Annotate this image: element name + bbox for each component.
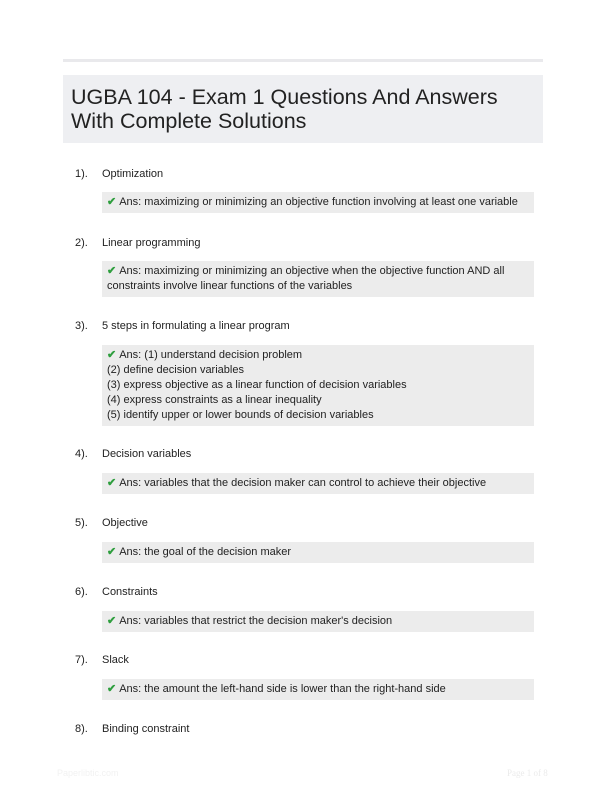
question-term: Constraints: [102, 586, 158, 598]
footer-site-watermark: Paperlibtic.com: [57, 768, 119, 778]
question-term: Slack: [102, 654, 129, 666]
answer-text: (3) express objective as a linear function of decision variables: [107, 379, 407, 391]
question-term: Linear programming: [102, 237, 201, 249]
answer-box: [102, 473, 534, 494]
question-term: 5 steps in formulating a linear program: [102, 320, 290, 332]
question-term: Binding constraint: [102, 723, 190, 735]
check-icon: ✔: [107, 477, 117, 489]
answer-text: Ans: variables that restrict the decision maker's decision: [119, 615, 393, 627]
answer-text: Ans: maximizing or minimizing an objective function involving at least one variable: [119, 196, 518, 208]
answer-text: Ans: the amount the left-hand side is lower than the right-hand side: [119, 683, 446, 695]
answer-text: (5) identify upper or lower bounds of decision variables: [107, 409, 374, 421]
question-number: 1).: [75, 168, 88, 180]
title-line-2: With Complete Solutions: [71, 109, 307, 133]
check-icon: ✔: [107, 196, 117, 208]
document-title: [71, 85, 535, 133]
question-number: 3).: [75, 320, 88, 332]
question-number: 4).: [75, 448, 88, 460]
question-number: 5).: [75, 517, 88, 529]
answer-box: [102, 192, 534, 213]
answer-box: [102, 345, 534, 426]
answer-box: [102, 542, 534, 563]
check-icon: ✔: [107, 683, 117, 695]
check-icon: ✔: [107, 546, 117, 558]
answer-text: Ans: maximizing or minimizing an objective when the objective function AND all: [119, 265, 505, 277]
question-number: 8).: [75, 723, 88, 735]
title-banner: [63, 75, 543, 143]
answer-text: (2) define decision variables: [107, 364, 244, 376]
answer-text: Ans: variables that the decision maker can control to achieve their objective: [119, 477, 487, 489]
check-icon: ✔: [107, 349, 117, 361]
answer-box: [102, 679, 534, 700]
answer-text: Ans: (1) understand decision problem: [119, 349, 303, 361]
page-number: Page 1 of 8: [507, 768, 548, 778]
question-number: 7).: [75, 654, 88, 666]
question-term: Decision variables: [102, 448, 192, 460]
question-number: 6).: [75, 586, 88, 598]
check-icon: ✔: [107, 265, 117, 277]
answer-text: constraints involve linear functions of the variables: [107, 280, 353, 292]
check-icon: ✔: [107, 615, 117, 627]
answer-text: Ans: the goal of the decision maker: [119, 546, 292, 558]
title-line-1: UGBA 104 - Exam 1 Questions And Answers: [71, 85, 498, 109]
top-divider: [63, 59, 543, 62]
answer-box: [102, 611, 534, 632]
question-term: Objective: [102, 517, 148, 529]
question-term: Optimization: [102, 168, 164, 180]
answer-box: [102, 261, 534, 297]
answer-text: (4) express constraints as a linear inequality: [107, 394, 322, 406]
question-number: 2).: [75, 237, 88, 249]
